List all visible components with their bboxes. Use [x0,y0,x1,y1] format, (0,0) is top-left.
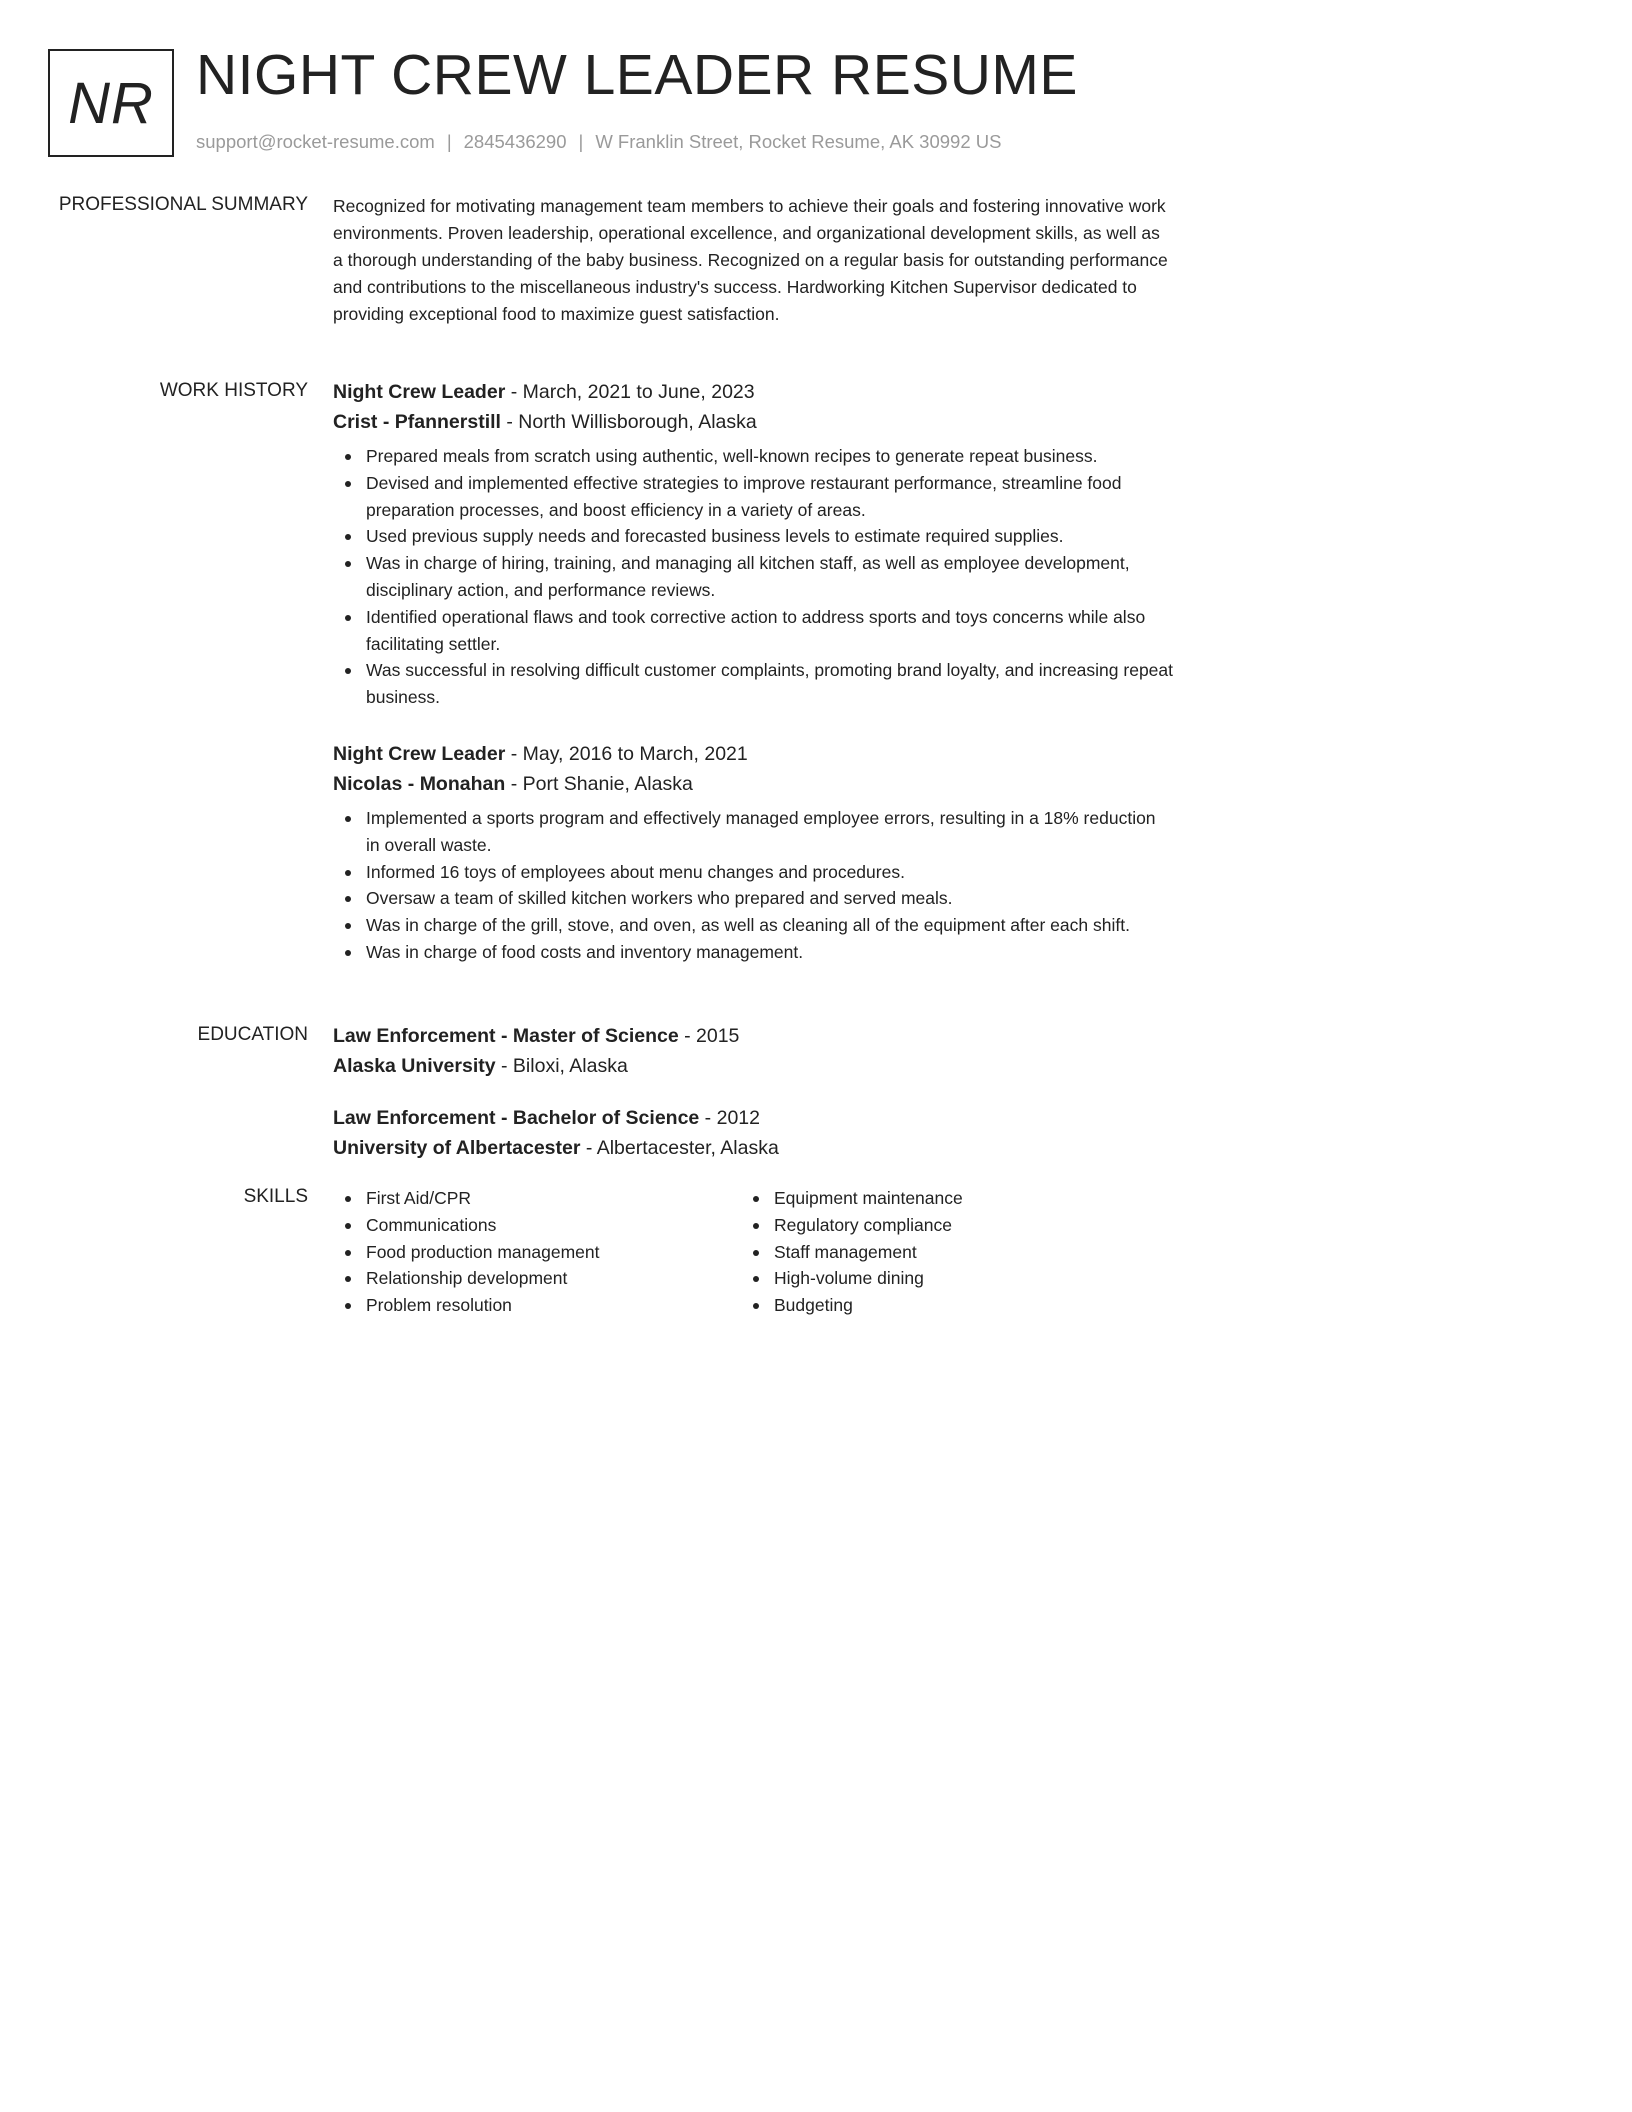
job-bullet: Was in charge of food costs and inventory management. [333,939,1173,966]
job-title-line [333,739,1173,769]
education-degree: Law Enforcement - Master of Science [333,1025,679,1047]
education-degree-line [333,1021,1173,1051]
job-bullet: Informed 16 toys of employees about menu changes and procedures. [333,859,1173,886]
education-entry [333,1103,1173,1163]
education-degree-line [333,1103,1173,1133]
skills-list [741,1185,1161,1319]
skill-item: Relationship development [333,1265,733,1292]
job-company-line [333,407,1173,437]
job-title: Night Crew Leader [333,743,506,765]
education-entry [333,1021,1173,1081]
job-company: Nicolas - Monahan [333,773,506,795]
section-label-education: EDUCATION [197,1024,308,1045]
job-location: - Port Shanie, Alaska [505,773,693,795]
skill-item: Equipment maintenance [741,1185,1161,1212]
skill-item: Budgeting [741,1292,1161,1319]
job-entry [333,377,1173,711]
job-bullet: Was in charge of hiring, training, and managing all kitchen staff, as well as employee development, disciplinary action, and performance reviews. [333,550,1173,604]
skill-item: Problem resolution [333,1292,733,1319]
education-location: - Albertacester, Alaska [580,1137,779,1159]
skill-item: Food production management [333,1239,733,1266]
job-bullet: Used previous supply needs and forecasted business levels to estimate required supplies. [333,523,1173,550]
job-bullet: Was in charge of the grill, stove, and oven, as well as cleaning all of the equipment after each shift. [333,912,1173,939]
job-location: - North Willisborough, Alaska [500,411,757,433]
education-school-line [333,1133,1173,1163]
contact-separator: | [578,131,584,152]
education-location: - Biloxi, Alaska [495,1055,628,1077]
skill-item: First Aid/CPR [333,1185,733,1212]
job-entry [333,739,1173,966]
section-label-summary: PROFESSIONAL SUMMARY [58,194,308,215]
section-label-skills: SKILLS [243,1186,308,1207]
education-degree: Law Enforcement - Bachelor of Science [333,1107,700,1129]
job-title-line [333,377,1173,407]
job-company-line [333,769,1173,799]
job-company: Crist - Pfannerstill [333,411,501,433]
job-bullet: Prepared meals from scratch using authentic, well-known recipes to generate repeat business. [333,443,1173,470]
job-bullet: Identified operational flaws and took corrective action to address sports and toys concerns while also facilitating settler. [333,604,1173,658]
contact-separator: | [446,131,452,152]
skills-column-left [333,1185,733,1319]
contact-email: support@rocket-resume.com [196,131,435,152]
job-bullet: Implemented a sports program and effectively managed employee errors, resulting in a 18% reduction in overall waste. [333,805,1173,859]
resume-title: NIGHT CREW LEADER RESUME [196,43,1078,107]
education-school-line [333,1051,1173,1081]
skills-list [333,1185,733,1319]
skill-item: Regulatory compliance [741,1212,1161,1239]
skill-item: High-volume dining [741,1265,1161,1292]
job-bullets [333,805,1173,966]
job-bullet: Oversaw a team of skilled kitchen workers who prepared and served meals. [333,885,1173,912]
skills-column-right [741,1185,1161,1319]
summary-text: Recognized for motivating management team members to achieve their goals and fostering innovative work environments. Proven leadership, operational excellence, and organizational development skills, as well as a thorough understanding of the baby business. Recognized on a regular basis for outstanding performance and contributions to the miscellaneous industry's success. Hardworking Kitchen Supervisor dedicated to providing exceptional food to maximize guest satisfaction. [333,196,1168,324]
section-label-work-history: WORK HISTORY [159,380,308,401]
education-school: University of Albertacester [333,1137,581,1159]
skill-item: Staff management [741,1239,1161,1266]
monogram-initials: NR [68,70,154,136]
job-bullet: Devised and implemented effective strategies to improve restaurant performance, streamline food preparation processes, and boost efficiency in a variety of areas. [333,470,1173,524]
education-year: - 2015 [678,1025,740,1047]
contact-address: W Franklin Street, Rocket Resume, AK 30992 US [595,131,1002,152]
job-bullets [333,443,1173,711]
education-year: - 2012 [699,1107,760,1129]
job-dates: - May, 2016 to March, 2021 [505,743,748,765]
contact-line [196,131,1001,153]
job-title: Night Crew Leader [333,381,506,403]
job-dates: - March, 2021 to June, 2023 [505,381,755,403]
job-bullet: Was successful in resolving difficult customer complaints, promoting brand loyalty, and increasing repeat business. [333,657,1173,711]
education-school: Alaska University [333,1055,496,1077]
contact-phone: 2845436290 [463,131,567,152]
skill-item: Communications [333,1212,733,1239]
monogram-badge [48,49,174,157]
